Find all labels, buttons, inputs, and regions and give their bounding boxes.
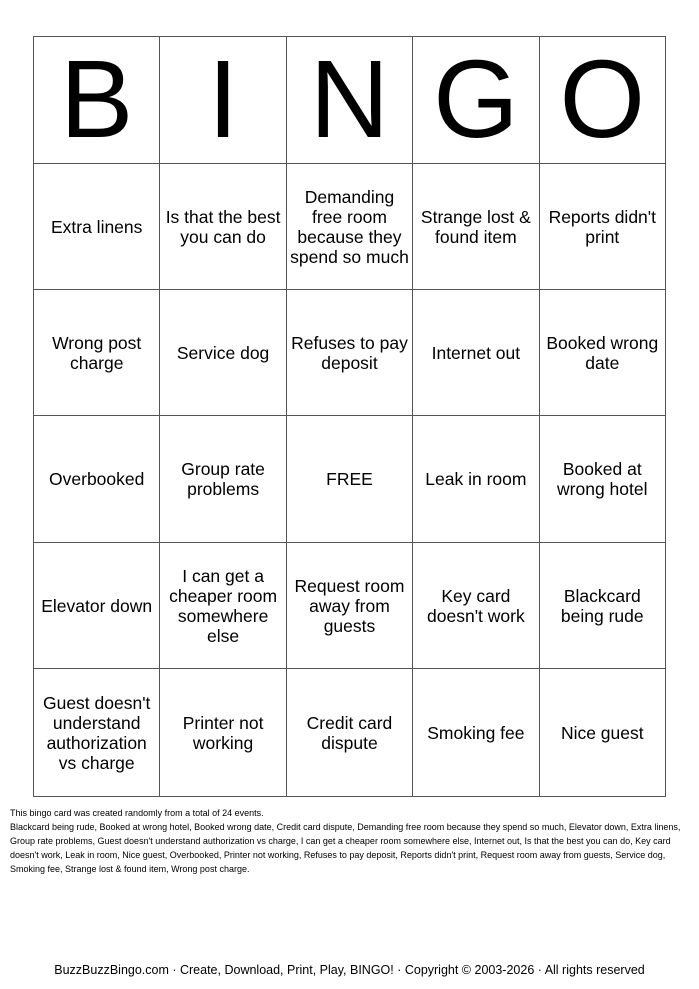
- card-description: [10, 806, 686, 876]
- bingo-cell: Nice guest: [539, 669, 665, 797]
- bingo-cell: Leak in room: [413, 416, 539, 543]
- bingo-cell: Request room away from guests: [286, 543, 412, 669]
- bingo-cell: Is that the best you can do: [160, 164, 286, 290]
- bingo-cell: Demanding free room because they spend so much: [286, 164, 412, 290]
- header-letter-b: B: [34, 37, 160, 164]
- bingo-cell: Strange lost & found item: [413, 164, 539, 290]
- page-footer: BuzzBuzzBingo.com · Create, Download, Print, Play, BINGO! · Copyright © 2003-2026 · All rights reserved: [54, 963, 645, 977]
- bingo-cell: Extra linens: [34, 164, 160, 290]
- bingo-cell: Key card doesn't work: [413, 543, 539, 669]
- header-letter-o: O: [539, 37, 665, 164]
- bingo-cell: Printer not working: [160, 669, 286, 797]
- bingo-cell: Wrong post charge: [34, 290, 160, 416]
- bingo-row: [34, 416, 666, 543]
- bingo-cell: Group rate problems: [160, 416, 286, 543]
- header-letter-i: I: [160, 37, 286, 164]
- bingo-row: [34, 290, 666, 416]
- bingo-row: [34, 543, 666, 669]
- bingo-cell: I can get a cheaper room somewhere else: [160, 543, 286, 669]
- description-intro: This bingo card was created randomly from a total of 24 events.: [10, 808, 264, 818]
- bingo-cell: Smoking fee: [413, 669, 539, 797]
- free-space-cell: FREE: [286, 416, 412, 543]
- bingo-cell: Service dog: [160, 290, 286, 416]
- description-events-list: Blackcard being rude, Booked at wrong hotel, Booked wrong date, Credit card dispute, Demanding free room because they spend so much, Elevator down, Extra linens, Group rate problems, Guest doesn't understand authorization vs charge, I can get a cheaper room somewhere else, Internet out, Is that the best you can do, Key card doesn't work, Leak in room, Nice guest, Overbooked, Printer not working, Refuses to pay deposit, Reports didn't print, Request room away from guests, Service dog, Smoking fee, Strange lost & found item, Wrong post charge.: [10, 822, 681, 874]
- bingo-row: [34, 164, 666, 290]
- bingo-card: [33, 36, 666, 797]
- bingo-cell: Refuses to pay deposit: [286, 290, 412, 416]
- header-letter-n: N: [286, 37, 412, 164]
- header-letter-g: G: [413, 37, 539, 164]
- bingo-cell: Booked wrong date: [539, 290, 665, 416]
- bingo-header-row: [34, 37, 666, 164]
- bingo-cell: Reports didn't print: [539, 164, 665, 290]
- bingo-cell: Overbooked: [34, 416, 160, 543]
- bingo-row: [34, 669, 666, 797]
- bingo-cell: Blackcard being rude: [539, 543, 665, 669]
- bingo-cell: Internet out: [413, 290, 539, 416]
- bingo-cell: Credit card dispute: [286, 669, 412, 797]
- bingo-cell: Elevator down: [34, 543, 160, 669]
- bingo-cell: Booked at wrong hotel: [539, 416, 665, 543]
- bingo-cell: Guest doesn't understand authorization vs charge: [34, 669, 160, 797]
